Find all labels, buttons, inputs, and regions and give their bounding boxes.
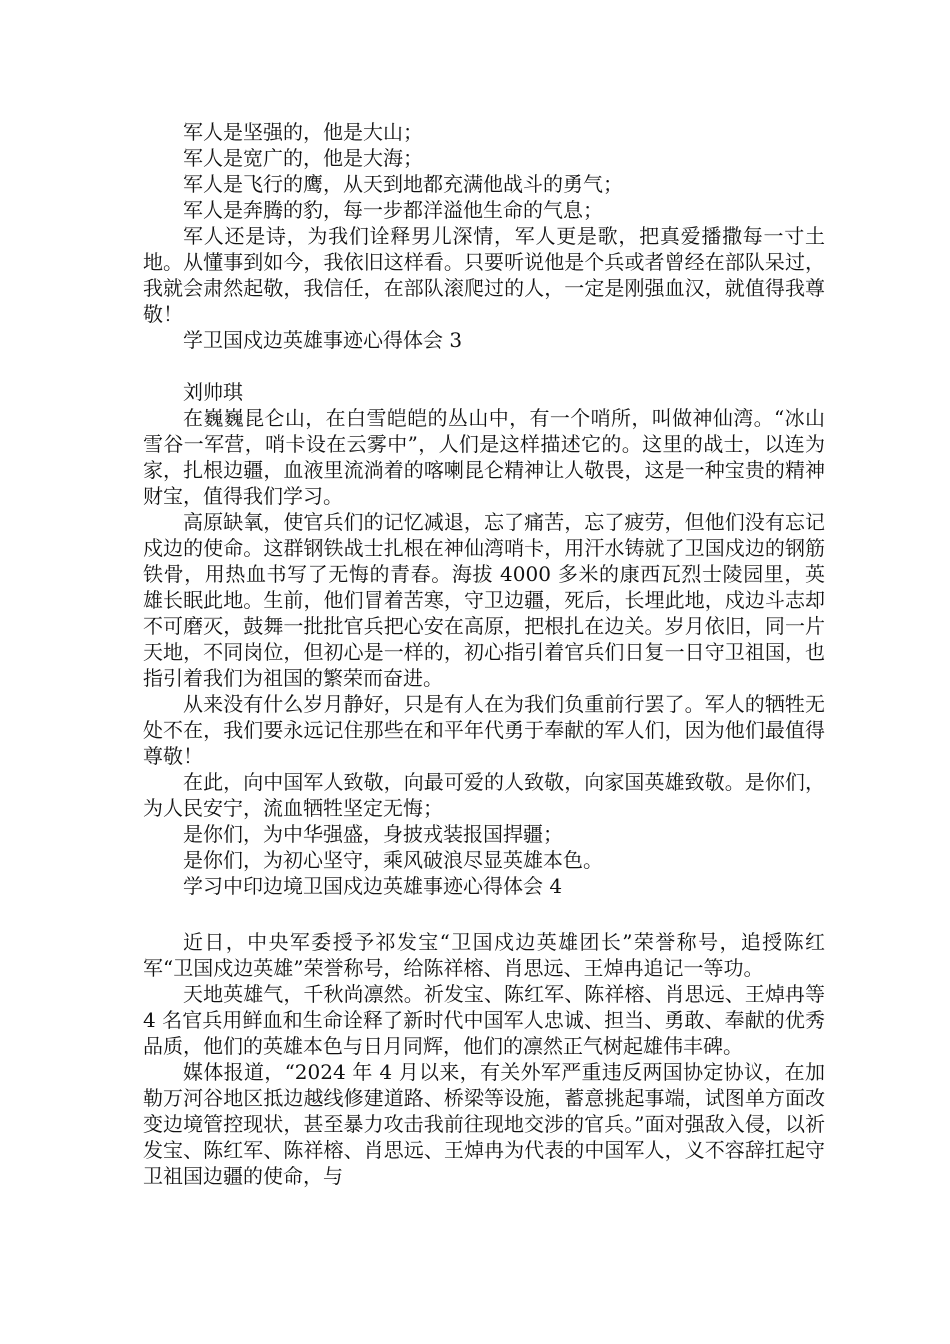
intro-line: 军人是奔腾的豹，每一步都洋溢他生命的气息； [183, 198, 603, 222]
spacer [143, 353, 825, 379]
intro-line: 军人是飞行的鹰，从天到地都充满他战斗的勇气； [183, 172, 623, 196]
section-4-paragraph: 媒体报道，“2024 年 4 月以来，有关外军严重违反两国协定协议，在加勒万河谷地区抵边越线修建道路、桥梁等设施，蓄意挑起事端，试图单方面改变边境管控现状，甚至暴力攻击我前往现地交涉的官兵。”面对强敌入侵，以祈发宝、陈红军、陈祥榕、肖思远、王焯冉为代表的中国军人，义不容辞扛起守卫祖国边疆的使命，与 [143, 1060, 825, 1188]
section-4-paragraph: 天地英雄气，千秋尚凛然。祈发宝、陈红军、陈祥榕、肖思远、王焯冉等 4 名官兵用鲜血和生命诠释了新时代中国军人忠诚、担当、勇敢、奉献的优秀品质，他们的英雄本色与日月同辉，他们的凛然正气树起雄伟丰碑。 [143, 982, 825, 1058]
intro-line: 军人是宽广的，他是大海； [183, 146, 423, 170]
section-3-paragraph: 在巍巍昆仑山，在白雪皑皑的丛山中，有一个哨所，叫做神仙湾。“冰山雪谷一军营，哨卡设在云雾中”，人们是这样描述它的。这里的战士，以连为家，扎根边疆，血液里流淌着的喀喇昆仑精神让人敬畏，这是一种宝贵的精神财宝，值得我们学习。 [143, 406, 825, 508]
section-3-paragraph: 从来没有什么岁月静好，只是有人在为我们负重前行罢了。军人的牺牲无处不在，我们要永远记住那些在和平年代勇于奉献的军人们，因为他们最值得尊敬！ [143, 692, 825, 768]
section-3-author: 刘帅琪 [183, 380, 243, 404]
document-body [143, 119, 825, 1189]
spacer [143, 899, 825, 929]
section-3-title: 学卫国戍边英雄事迹心得体会 3 [183, 328, 463, 352]
intro-paragraph: 军人还是诗，为我们诠释男儿深情，军人更是歌，把真爱播撒每一寸土地。从懂事到如今，我依旧这样看。只要听说他是个兵或者曾经在部队呆过，我就会肃然起敬，我信任，在部队滚爬过的人，一定是刚强血汉，就值得我尊敬！ [143, 224, 825, 326]
section-3-paragraph: 是你们，为初心坚守，乘风破浪尽显英雄本色。 [183, 848, 603, 872]
section-4-paragraph: 近日，中央军委授予祁发宝“卫国戍边英雄团长”荣誉称号，追授陈红军“卫国戍边英雄”荣誉称号，给陈祥榕、肖思远、王焯冉追记一等功。 [143, 930, 825, 980]
section-3-paragraph: 高原缺氧，使官兵们的记忆减退，忘了痛苦，忘了疲劳，但他们没有忘记戍边的使命。这群钢铁战士扎根在神仙湾哨卡，用汗水铸就了卫国戍边的钢筋铁骨，用热血书写了无悔的青春。海拔 4000 多米的康西瓦烈士陵园里，英雄长眠此地。生前，他们冒着苦寒，守卫边疆，死后，长埋此地，戍边斗志却不可磨灭，鼓舞一批批官兵把心安在高原，把根扎在边关。岁月依旧，同一片天地，不同岗位，但初心是一样的，初心指引着官兵们日复一日守卫祖国，也指引着我们为祖国的繁荣而奋进。 [143, 510, 825, 690]
intro-line: 军人是坚强的，他是大山； [183, 120, 423, 144]
section-3-paragraph: 是你们，为中华强盛，身披戎装报国捍疆； [183, 822, 563, 846]
section-3-paragraph: 在此，向中国军人致敬，向最可爱的人致敬，向家国英雄致敬。是你们，为人民安宁，流血牺牲坚定无悔； [143, 770, 825, 820]
section-4-title: 学习中印边境卫国戍边英雄事迹心得体会 4 [183, 874, 563, 898]
